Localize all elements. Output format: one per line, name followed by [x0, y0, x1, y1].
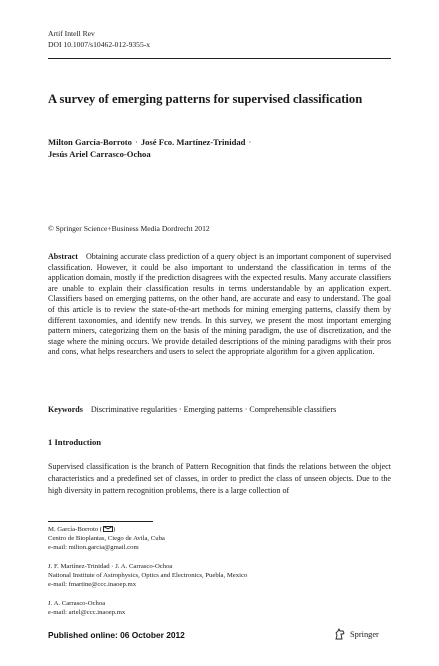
affiliation-email[interactable]: e-mail: fmartine@ccc.inaoep.mx: [48, 580, 137, 588]
author-2: José Fco. Martínez-Trinidad: [140, 137, 246, 147]
abstract-text: Obtaining accurate class prediction of a query object is an important component of supervised classification. However, it could be also important to understand the classification in terms of the application domain, mostly if the prediction disagrees with the expected results. Many accurate classifiers are unable to explain their classification results in terms understandable by an application expert. Classifiers based on emerging patterns, on the other hand, are accurate and easy to understand. The goal of this article is to review the state-of-the-art methods for mining emerging patterns, classify them by different taxonomies, and identify new trends. In this survey, we present the most important emerging pattern miners, categorizing them on the basis of the mining paradigm, the use of discretization, and the stage where the mining occurs. We provide detailed descriptions of the mining paradigms with their pros and cons, what helps researchers and users to select the appropriate algorithm for a given application.: [48, 252, 391, 357]
journal-header: [48, 29, 150, 50]
author-separator: ·: [248, 137, 252, 147]
keywords-text: Discriminative regularities · Emerging patterns · Comprehensible classifiers: [90, 405, 337, 414]
author-3: Jesús Ariel Carrasco-Ochoa: [48, 149, 151, 159]
affiliation-name: J. F. Martínez-Trinidad · J. A. Carrasco-Ochoa: [48, 563, 173, 570]
affiliation-1: M. García-Borroto ( ) Centro de Bioplantas, Ciego de Avila, Cuba e-mail: milton.garcia@gmail.com: [48, 526, 391, 552]
affiliation-email[interactable]: e-mail: ariel@ccc.inaoep.mx: [48, 608, 126, 616]
affiliation-email[interactable]: e-mail: milton.garcia@gmail.com: [48, 543, 139, 551]
section-body: Supervised classification is the branch of Pattern Recognition that finds the relations between the object characteristics and a predefined set of classes, in order to predict the class of unseen objects. Due to the high diversity in pattern recognition problems, there is a large collection of: [48, 462, 391, 496]
journal-name: Artif Intell Rev: [48, 29, 95, 38]
footnote-rule: [48, 521, 153, 522]
paper-title: A survey of emerging patterns for supervised classification: [48, 92, 363, 106]
doi[interactable]: DOI 10.1007/s10462-012-9355-x: [48, 39, 151, 49]
keywords: [48, 405, 391, 414]
author-separator: ·: [134, 137, 138, 147]
section-heading: 1 Introduction: [48, 437, 102, 447]
published-date: Published online: 06 October 2012: [48, 630, 185, 640]
affiliation-name: J. A. Carrasco-Ochoa: [48, 600, 106, 607]
springer-horse-icon: [334, 628, 346, 640]
author-1: Milton García-Borroto: [48, 137, 132, 147]
affiliation-org: Centro de Bioplantas, Ciego de Avila, Cuba: [48, 534, 165, 542]
affiliation-2: [48, 563, 391, 589]
header-rule: [48, 58, 391, 59]
publisher-name: Springer: [350, 629, 379, 639]
author-list: [48, 136, 378, 160]
abstract: [48, 252, 391, 358]
affiliation-name: M. García-Borroto (: [48, 526, 103, 533]
keywords-label: Keywords: [48, 405, 83, 414]
publisher-logo: [334, 628, 379, 640]
affiliation-3: [48, 600, 391, 618]
mail-icon: [103, 526, 113, 532]
affiliation-org: National Institute of Astrophysics, Optics and Electronics, Puebla, Mexico: [48, 571, 248, 579]
copyright-notice: © Springer Science+Business Media Dordrecht 2012: [48, 224, 210, 233]
abstract-label: Abstract: [48, 252, 78, 261]
